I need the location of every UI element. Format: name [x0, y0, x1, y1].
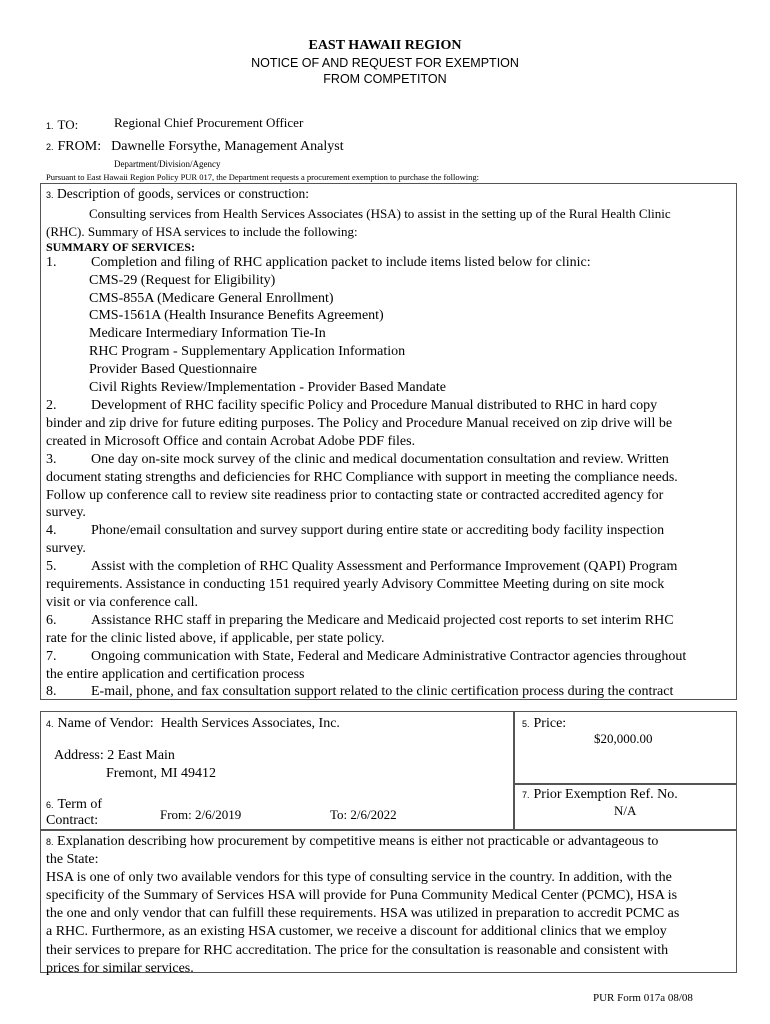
service-item-2: 2. Development of RHC facility specific Policy and Procedure Manual distributed to RHC in hard copy — [46, 397, 658, 413]
vendor-label: Name of Vendor: — [57, 716, 154, 731]
address-line-2: Fremont, MI 49412 — [106, 766, 217, 781]
explanation-label-line-2: the State: — [46, 852, 99, 868]
form-id: PUR Form 017a 08/08 — [593, 992, 693, 1004]
explanation-line: HSA is one of only two available vendors for this type of consulting service in the country. In addition, with the — [46, 870, 672, 886]
description-label: Description of goods, services or construction: — [57, 186, 309, 201]
service-item-6-line: rate for the clinic listed above, if applicable, per state policy. — [46, 630, 385, 646]
term-label: Term of — [57, 797, 103, 812]
explanation-label-line — [46, 833, 736, 851]
price-field — [522, 714, 566, 732]
explanation-line: prices for similar services. — [46, 960, 194, 976]
description-intro-line-2: (RHC). Summary of HSA services to include the following: — [46, 223, 358, 239]
service-item-6: 6. Assistance RHC staff in preparing the Medicare and Medicaid projected cost reports to set interim RHC — [46, 612, 674, 628]
explanation-line: a RHC. Furthermore, as an existing HSA customer, we receive a discount for additional clinics that we employ — [46, 924, 667, 940]
term-field — [46, 795, 102, 813]
explanation-line: specificity of the Summary of Services HSA will provide for Puna Community Medical Center (PCMC), HSA is — [46, 888, 678, 904]
to-number: 1. — [46, 121, 54, 131]
service-item-3-line: document stating strengths and deficiencies for RHC Compliance with support in meeting the compliance needs. — [46, 469, 678, 485]
prior-value: N/A — [614, 803, 637, 818]
pursuant-statement: Pursuant to East Hawaii Region Policy PUR 017, the Department requests a procurement exemption to purchase the following: — [46, 172, 479, 182]
price-label: Price: — [533, 716, 567, 731]
service-item-2-line: created in Microsoft Office and contain Acrobat Adobe PDF files. — [46, 433, 416, 449]
service-item-4: 4. Phone/email consultation and survey support during entire state or accrediting body facility inspection — [46, 523, 665, 539]
description-number: 3. — [46, 190, 54, 200]
term-label-2: Contract: — [46, 813, 99, 828]
service-subitem: Civil Rights Review/Implementation - Provider Based Mandate — [89, 380, 446, 396]
address-label: Address: — [54, 748, 104, 763]
service-item-5-line: visit or via conference call. — [46, 594, 198, 610]
price-value: $20,000.00 — [594, 731, 653, 746]
explanation-line: their services to prepare for RHC accreditation. The price for the consultation is reasonable and consistent with — [46, 942, 669, 958]
service-item-1: 1. Completion and filing of RHC application packet to include items listed below for clinic: — [46, 254, 591, 270]
from-label: FROM: — [57, 139, 102, 154]
from-value: Dawnelle Forsythe, Management Analyst — [111, 139, 344, 154]
service-item-7-line: the entire application and certification process — [46, 666, 305, 682]
vendor-name: Health Services Associates, Inc. — [160, 716, 340, 731]
summary-heading: SUMMARY OF SERVICES: — [46, 239, 195, 254]
service-subitem: CMS-1561A (Health Insurance Benefits Agreement) — [89, 308, 384, 324]
form-subtitle-2: FROM COMPETITON — [323, 72, 447, 86]
description-intro-line-1: Consulting services from Health Services Associates (HSA) to assist in the setting up of the Rural Health Clinic — [89, 205, 671, 221]
form-subtitle: NOTICE OF AND REQUEST FOR EXEMPTION — [251, 56, 519, 70]
to-value: Regional Chief Procurement Officer — [114, 115, 304, 130]
to-label: TO: — [57, 117, 79, 132]
service-subitem: CMS-855A (Medicare General Enrollment) — [89, 290, 334, 306]
service-item-3-line: Follow up conference call to review site readiness prior to contacting state or contracted accredited agency for — [46, 487, 664, 503]
prior-number: 7. — [522, 790, 530, 800]
service-item-4-line: survey. — [46, 541, 86, 557]
description-label-line — [46, 185, 736, 205]
service-item-2-line: binder and zip drive for future editing purposes. The Policy and Procedure Manual received on zip drive will be — [46, 415, 673, 431]
service-item-3-line: survey. — [46, 505, 86, 521]
to-field — [46, 116, 78, 134]
service-subitem: RHC Program - Supplementary Application Information — [89, 344, 406, 360]
price-number: 5. — [522, 719, 530, 729]
service-subitem: Medicare Intermediary Information Tie-In — [89, 326, 326, 342]
prior-label: Prior Exemption Ref. No. — [533, 787, 678, 802]
vendor-address — [54, 748, 175, 764]
vendor-field — [46, 714, 340, 732]
description-section — [46, 185, 736, 701]
vendor-number: 4. — [46, 719, 54, 729]
service-item-8: 8. E-mail, phone, and fax consultation support related to the clinic certification process during the contract — [46, 684, 674, 700]
from-number: 2. — [46, 142, 54, 152]
term-to: To: 2/6/2022 — [330, 807, 397, 822]
explanation-number: 8. — [46, 837, 54, 847]
service-item-5: 5. Assist with the completion of RHC Quality Assessment and Performance Improvement (QAPI) Program — [46, 559, 678, 575]
from-field — [46, 137, 344, 155]
explanation-label: Explanation describing how procurement by competitive means is either not practicable or advantageous to — [57, 834, 659, 849]
prior-exemption-field — [522, 785, 678, 803]
service-item-7: 7. Ongoing communication with State, Federal and Medicare Administrative Contractor agencies throughout — [46, 648, 687, 664]
form-title: EAST HAWAII REGION — [308, 38, 462, 53]
service-subitem: CMS-29 (Request for Eligibility) — [89, 272, 276, 288]
explanation-line: the one and only vendor that can fulfill these requirements. HSA was utilized in preparation to accredit PCMC as — [46, 906, 680, 922]
service-item-3: 3. One day on-site mock survey of the clinic and medical documentation consultation and review. Written — [46, 451, 669, 467]
term-from: From: 2/6/2019 — [160, 807, 242, 822]
service-item-5-line: requirements. Assistance in conducting 151 required yearly Advisory Committee Meeting during on site mock — [46, 577, 665, 593]
term-number: 6. — [46, 800, 54, 810]
explanation-section — [46, 833, 736, 978]
from-sublabel: Department/Division/Agency — [114, 159, 221, 169]
address-line-1: 2 East Main — [107, 748, 175, 763]
service-subitem: Provider Based Questionnaire — [89, 362, 257, 378]
